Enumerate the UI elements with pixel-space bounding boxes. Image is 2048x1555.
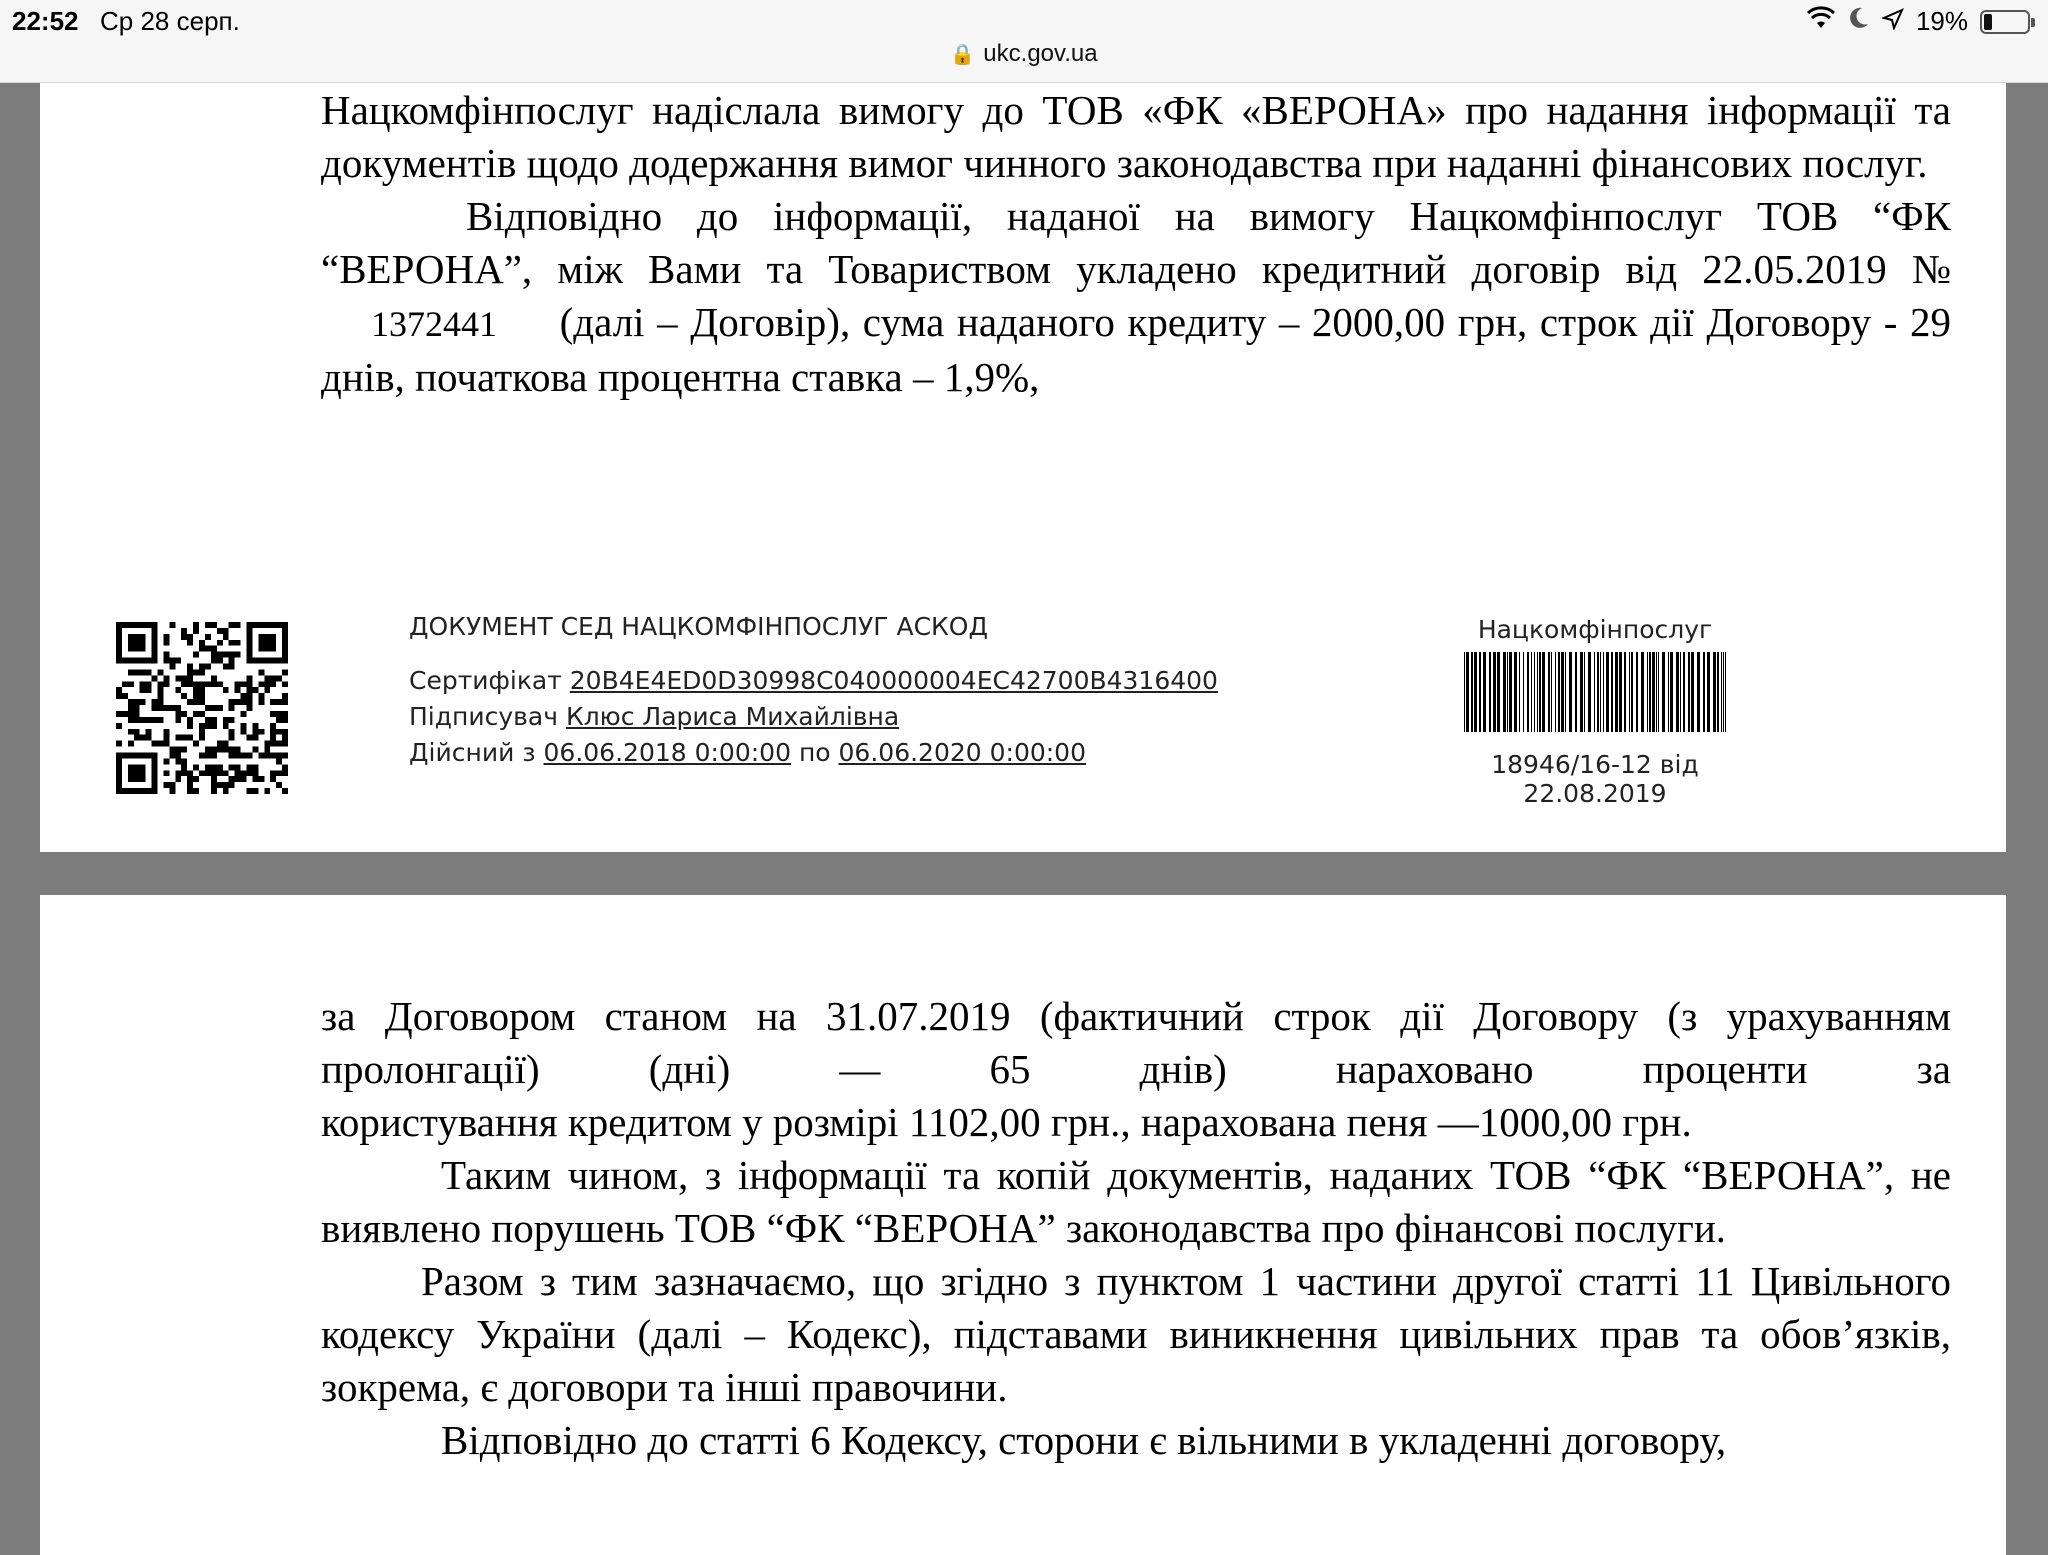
battery-percent: 19% [1915, 6, 1968, 36]
page2-text [321, 990, 1951, 1467]
battery-icon [1980, 10, 2030, 34]
valid-from: 06.06.2018 0:00:00 [543, 738, 791, 767]
barcode-org: Нацкомфінпослуг [1477, 615, 1713, 644]
page2-para-1a [321, 990, 1951, 1096]
registration-number: 18946/16-12 від 22.08.2019 [1491, 750, 1699, 808]
contract-text-1: Відповідно до інформації, наданої на вимогу Нацкомфінпослуг ТОВ “ФК “ВЕРОНА”, між Вами та Товариством укладено кредитний договір від 22.05.2019 № [321, 193, 1951, 292]
valid-to: 06.06.2020 0:00:00 [838, 738, 1086, 767]
para4-text: Відповідно до статті 6 Кодексу, сторони є вільними в укладенні договору, [441, 1417, 1727, 1463]
para1b-text: користування кредитом у розмірі 1102,00 грн., нарахована пеня —1000,00 грн. [321, 1099, 1692, 1145]
barcode-block [1425, 615, 1765, 808]
qr-code [116, 622, 288, 794]
status-icons [1806, 6, 2030, 37]
page2-para-1b [321, 1096, 1951, 1149]
signer-row [409, 699, 1218, 735]
signer-value: Клюс Лариса Михайлівна [565, 702, 900, 731]
para2-text: Таким чином, з інформації та копій документів, наданих ТОВ “ФК “ВЕРОНА”, не виявлено порушень ТОВ “ФК “ВЕРОНА” законодавства про фінансові послуги. [321, 1152, 1951, 1251]
page1-intro-paragraph [321, 84, 1951, 190]
page2-para-2 [321, 1149, 1951, 1255]
url-text: ukc.gov.ua [983, 40, 1098, 67]
document-page-2 [40, 895, 2006, 1555]
address-bar[interactable] [0, 40, 2048, 68]
status-bar [0, 0, 2048, 83]
signature-stamp [409, 612, 1218, 771]
valid-label: Дійсний з [409, 738, 536, 767]
location-icon [1882, 6, 1904, 37]
page2-para-4 [321, 1414, 1951, 1467]
page2-para-3 [321, 1255, 1951, 1414]
validity-row [409, 735, 1218, 771]
para3-text: Разом з тим зазначаємо, що згідно з пунктом 1 частини другої статті 11 Цивільного кодексу України (далі – Кодекс), підставами виникнення цивільних прав та обов’язків, зокрема, є договори та інші правочини. [321, 1258, 1951, 1410]
barcode [1464, 652, 1726, 732]
wifi-icon [1806, 6, 1836, 37]
valid-to-label: по [798, 738, 831, 767]
contract-number: 1372441 [371, 304, 497, 344]
intro-text: Нацкомфінпослуг надіслала вимогу до ТОВ «ФК «ВЕРОНА» про надання інформації та документів щодо додержання вимог чинного законодавства при наданні фінансових послуг. [321, 87, 1951, 186]
battery-fill [1984, 14, 1992, 30]
cert-row [409, 663, 1218, 699]
moon-icon [1848, 6, 1870, 37]
status-date: Ср 28 серп. [100, 6, 240, 36]
para1a-text: за Договором станом на 31.07.2019 (фактичний строк дії Договору (з урахуванням пролонгації) (дні) — 65 днів) нараховано проценти за [321, 993, 1951, 1092]
contract-text-2: (далі – Договір), сума наданого кредиту – 2000,00 грн, строк дії Договору - 29 днів, початкова процентна ставка – 1,9%, [321, 299, 1952, 400]
cert-label: Сертифікат [409, 666, 562, 695]
status-time: 22:52 [12, 6, 79, 36]
lock-icon: 🔒 [950, 44, 976, 66]
stamp-title: ДОКУМЕНТ СЕД НАЦКОМФІНПОСЛУГ АСКОД [409, 612, 988, 641]
page1-contract-paragraph [321, 190, 1951, 404]
signer-label: Підписувач [409, 702, 558, 731]
page1-text [321, 84, 1951, 404]
cert-value: 20B4E4ED0D30998C040000004EC42700B4316400 [569, 666, 1218, 695]
document-page-1 [40, 82, 2006, 852]
